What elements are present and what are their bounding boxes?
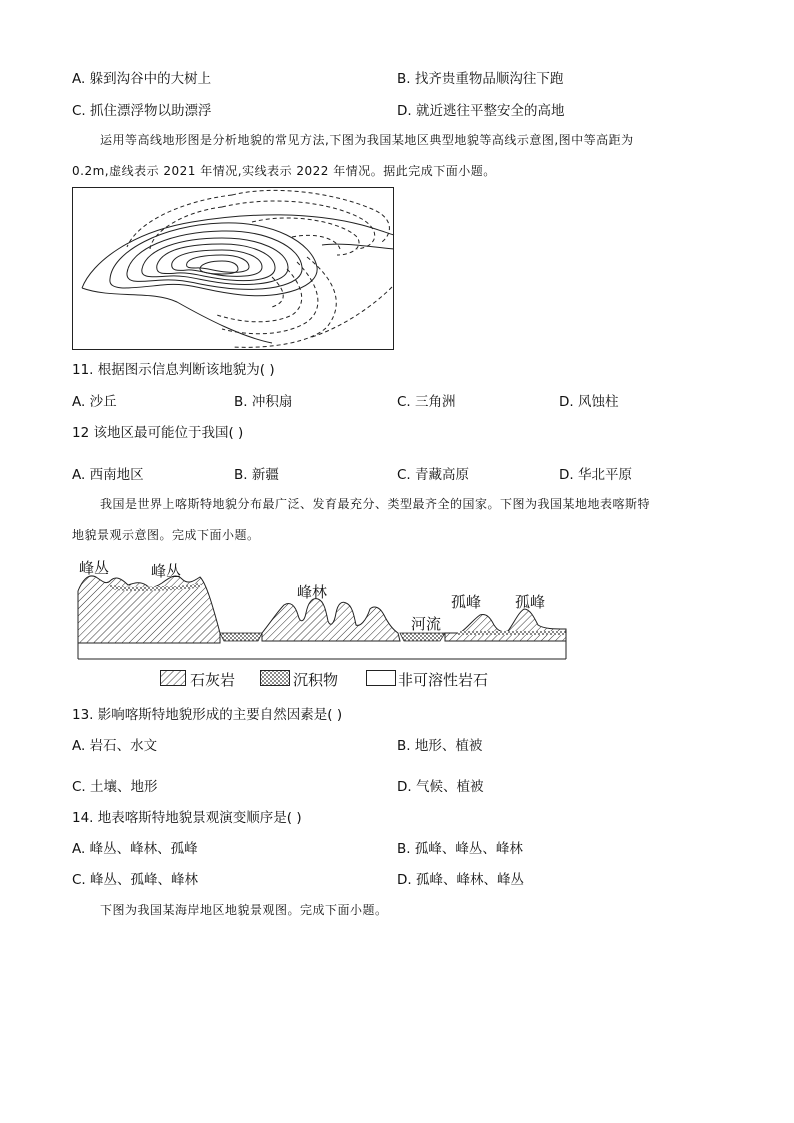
intro1-line2: 0.2m,虚线表示 2021 年情况,实线表示 2022 年情况。据此完成下面小题。 xyxy=(72,164,496,178)
label-fengcong-1: 峰丛 xyxy=(79,559,110,577)
legend-limestone-label: 石灰岩 xyxy=(190,671,236,689)
label-fengcong-2: 峰丛 xyxy=(151,562,182,580)
q11-option-d: D. 风蚀柱 xyxy=(559,394,619,410)
q12-option-b: B. 新疆 xyxy=(234,467,279,483)
q13-option-c: C. 土壤、地形 xyxy=(72,779,158,795)
q12-option-c: C. 青藏高原 xyxy=(397,467,470,483)
q14-stem: 14. 地表喀斯特地貌景观演变顺序是( ) xyxy=(72,810,302,826)
q10-option-b: B. 找齐贵重物品顺沟往下跑 xyxy=(397,71,564,87)
q13-option-d: D. 气候、植被 xyxy=(397,779,484,795)
q11-option-b: B. 冲积扇 xyxy=(234,394,293,410)
q10-option-d: D. 就近逃往平整安全的高地 xyxy=(397,103,565,119)
legend-limestone-swatch xyxy=(160,670,186,686)
q14-option-c: C. 峰丛、孤峰、峰林 xyxy=(72,872,199,888)
q10-option-c: C. 抓住漂浮物以助漂浮 xyxy=(72,103,212,119)
label-gufeng-2: 孤峰 xyxy=(515,593,546,611)
q14-option-b: B. 孤峰、峰丛、峰林 xyxy=(397,841,523,857)
q10-option-a: A. 躲到沟谷中的大树上 xyxy=(72,71,212,87)
intro1-line1: 运用等高线地形图是分析地貌的常见方法,下图为我国某地区典型地貌等高线示意图,图中等高距为 xyxy=(100,133,634,147)
q11-option-c: C. 三角洲 xyxy=(397,394,456,410)
legend-sediment-swatch xyxy=(260,670,290,686)
q14-option-d: D. 孤峰、峰林、峰丛 xyxy=(397,872,524,888)
contour-map-figure xyxy=(72,187,394,350)
q11-option-a: A. 沙丘 xyxy=(72,394,117,410)
q13-option-a: A. 岩石、水文 xyxy=(72,738,158,754)
q11-stem: 11. 根据图示信息判断该地貌为( ) xyxy=(72,362,275,378)
q12-option-d: D. 华北平原 xyxy=(559,467,632,483)
legend-sediment-label: 沉积物 xyxy=(293,671,339,689)
label-fenglin: 峰林 xyxy=(297,583,328,601)
intro2-line2: 地貌景观示意图。完成下面小题。 xyxy=(72,528,260,542)
q13-option-b: B. 地形、植被 xyxy=(397,738,483,754)
q14-option-a: A. 峰丛、峰林、孤峰 xyxy=(72,841,198,857)
q12-option-a: A. 西南地区 xyxy=(72,467,144,483)
legend-insoluble-swatch xyxy=(366,670,396,686)
label-gufeng-1: 孤峰 xyxy=(451,593,482,611)
q12-stem: 12 该地区最可能位于我国( ) xyxy=(72,425,244,441)
intro2-line1: 我国是世界上喀斯特地貌分布最广泛、发育最充分、类型最齐全的国家。下图为我国某地地表喀斯特 xyxy=(100,497,651,511)
label-heliu: 河流 xyxy=(411,615,442,633)
q13-stem: 13. 影响喀斯特地貌形成的主要自然因素是( ) xyxy=(72,707,343,723)
intro3-line1: 下图为我国某海岸地区地貌景观图。完成下面小题。 xyxy=(100,903,388,917)
legend-insoluble-label: 非可溶性岩石 xyxy=(398,671,489,689)
